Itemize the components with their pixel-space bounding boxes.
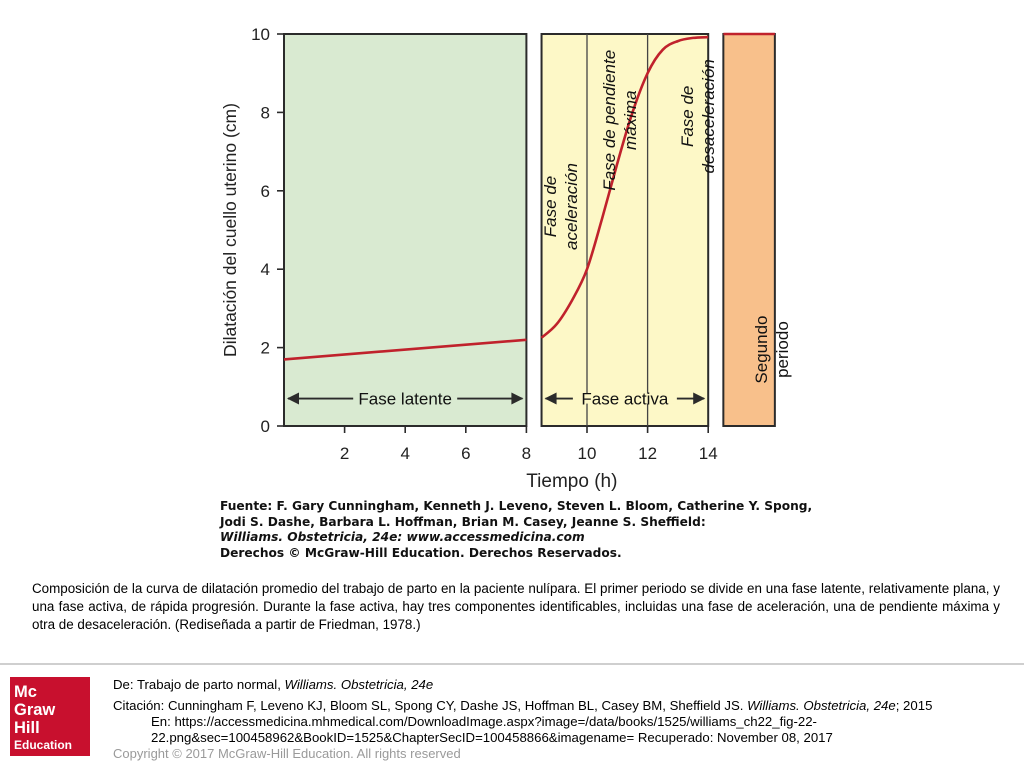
- source-line: Jodi S. Dashe, Barbara L. Hoffman, Brian M. Casey, Jeanne S. Sheffield:: [220, 514, 706, 529]
- copyright: Copyright © 2017 McGraw-Hill Education. All rights reserved: [113, 746, 461, 761]
- from-line: [113, 677, 1013, 693]
- x-tick-label: 8: [521, 444, 532, 463]
- logo-line: Mc: [14, 683, 37, 701]
- label-fase-pendiente-line: máxima: [621, 90, 640, 150]
- from-prefix: De: Trabajo de parto normal,: [113, 677, 281, 692]
- label-segundo-periodo-line: Segundo: [752, 315, 771, 384]
- label-fase-pendiente-line: Fase de pendiente: [600, 49, 619, 191]
- y-tick-label: 4: [260, 260, 270, 280]
- from-book: Williams. Obstetricia, 24e: [284, 677, 434, 692]
- citation: [113, 698, 1013, 746]
- logo-line: Hill: [14, 719, 40, 737]
- y-tick-label: 6: [260, 181, 270, 201]
- x-tick-label: 10: [577, 444, 597, 463]
- label-fase-aceleracion-line: aceleración: [562, 163, 581, 250]
- mcgraw-hill-logo: [10, 677, 90, 756]
- label-fase-desaceleracion-line: Fase de: [678, 85, 697, 148]
- source-line: Derechos © McGraw-Hill Education. Derechos Reservados.: [220, 545, 622, 560]
- region-1: [284, 34, 526, 426]
- logo-line: Education: [14, 738, 73, 752]
- label-segundo-periodo-line: periodo: [773, 321, 792, 378]
- footer-divider: [0, 663, 1024, 665]
- label-fase-activa: Fase activa: [581, 389, 669, 409]
- label-fase-latente: Fase latente: [358, 389, 452, 409]
- y-axis-title: Dilatación del cuello uterino (cm): [220, 103, 240, 357]
- x-tick-label: 12: [638, 444, 658, 463]
- x-tick-label: 14: [698, 444, 718, 463]
- x-tick-label: 4: [400, 444, 410, 463]
- y-tick-label: 0: [260, 417, 270, 436]
- label-fase-desaceleracion-line: desaceleración: [699, 59, 718, 174]
- citation-book: Williams. Obstetricia, 24e: [747, 698, 896, 713]
- x-axis-title: Tiempo (h): [526, 471, 618, 492]
- citation-year: ; 2015: [895, 698, 933, 713]
- citation-url-1[interactable]: En: https://accessmedicina.mhmedical.com/DownloadImage.aspx?image=/data/books/1525/williams_ch22_fig-22-: [151, 714, 817, 729]
- x-tick-label: 6: [461, 444, 471, 463]
- source-line: Fuente: F. Gary Cunningham, Kenneth J. Leveno, Steven L. Bloom, Catherine Y. Spong,: [220, 499, 813, 513]
- source-credit: [220, 499, 820, 561]
- y-tick-label: 2: [260, 338, 270, 358]
- figure-caption: Composición de la curva de dilatación promedio del trabajo de parto en la paciente nulípara. El primer periodo se divide en una fase latente, relativamente plana, y una fase activa, de rápida progresión. Durante la fase activa, hay tres componentes identificables, incluidas una fase de aceleración, una de pendiente máxima y otra de desaceleración. (Rediseñada a partir de Friedman, 1978.): [32, 581, 1000, 632]
- label-fase-aceleracion-line: Fase de: [541, 175, 560, 238]
- citation-prefix: Citación: Cunningham F, Leveno KJ, Bloom SL, Spong CY, Dashe JS, Hoffman BL, Casey BM, Sheffield JS.: [113, 698, 744, 713]
- citation-footer: [113, 677, 1013, 746]
- citation-url-2[interactable]: 22.png&sec=100458962&BookID=1525&ChapterSecID=100458866&imagename= Recuperado: November 08, 2017: [151, 730, 833, 745]
- y-tick-label: 10: [251, 25, 270, 44]
- logo-line: Graw: [14, 701, 56, 719]
- source-line: Williams. Obstetricia, 24e: www.accessmedicina.com: [220, 530, 585, 545]
- y-tick-label: 8: [260, 103, 270, 123]
- x-tick-label: 2: [339, 444, 350, 463]
